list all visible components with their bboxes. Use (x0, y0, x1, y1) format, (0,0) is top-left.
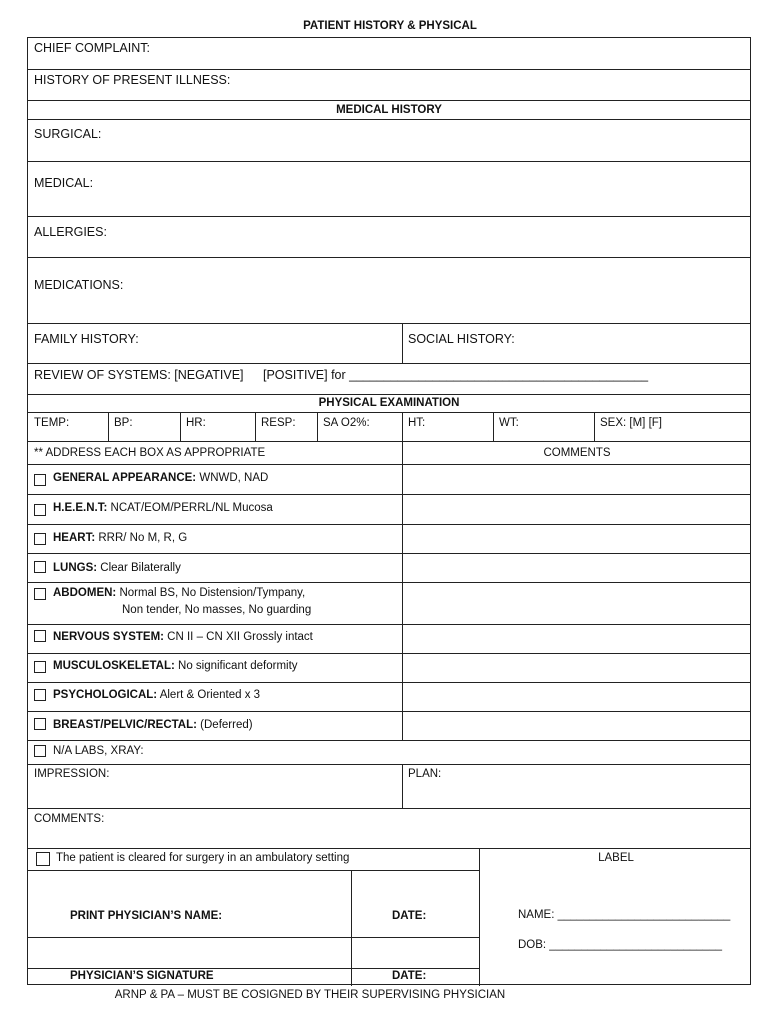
divider (493, 413, 494, 441)
surgical-label: SURGICAL: (34, 127, 102, 141)
exam-item-abdomen (28, 583, 750, 625)
nervous-system-checkbox[interactable] (34, 630, 46, 642)
divider (317, 413, 318, 441)
breast-pelvic-checkbox[interactable] (34, 718, 46, 730)
abdomen-label: ABDOMEN: Normal BS, No Distension/Tympany, (53, 587, 306, 599)
print-physician-name-label: PRINT PHYSICIAN’S NAME: (70, 910, 223, 922)
family-history-label: FAMILY HISTORY: (34, 332, 139, 346)
divider (594, 413, 595, 441)
general-appearance-label: GENERAL APPEARANCE: WNWD, NAD (53, 472, 269, 484)
dob-line[interactable]: DOB: ___________________________ (518, 939, 722, 951)
divider (351, 938, 352, 986)
labs-label: N/A LABS, XRAY: (53, 745, 144, 757)
exam-item-heent (28, 495, 750, 525)
physical-exam-header: PHYSICAL EXAMINATION (318, 397, 460, 409)
comments-label: COMMENTS: (34, 813, 105, 825)
physician-signature-label: PHYSICIAN’S SIGNATURE (70, 970, 214, 982)
vital-temp[interactable]: TEMP: (34, 417, 70, 429)
exam-item-musculoskeletal (28, 654, 750, 683)
divider (402, 765, 403, 808)
allergies-label: ALLERGIES: (34, 225, 107, 239)
social-history-label: SOCIAL HISTORY: (408, 332, 515, 346)
heart-checkbox[interactable] (34, 533, 46, 545)
positive-for-label: [POSITIVE] for ___________________________________________ (263, 368, 649, 382)
exam-item-general (28, 465, 750, 495)
cleared-row (28, 849, 479, 871)
exam-instructions-row (28, 442, 750, 465)
present-illness-row[interactable] (28, 70, 750, 101)
psychological-checkbox[interactable] (34, 689, 46, 701)
name-line[interactable]: NAME: ___________________________ (518, 909, 731, 921)
present-illness-label: HISTORY OF PRESENT ILLNESS: (34, 73, 231, 87)
musculoskeletal-checkbox[interactable] (34, 661, 46, 673)
chief-complaint-label: CHIEF COMPLAINT: (34, 41, 150, 55)
signoff-block (28, 849, 480, 986)
vital-wt[interactable]: WT: (499, 417, 519, 429)
vital-ht[interactable]: HT: (408, 417, 426, 429)
impression-label: IMPRESSION: (34, 768, 110, 780)
divider (351, 871, 352, 937)
impression-plan-row (28, 765, 750, 809)
divider (180, 413, 181, 441)
medical-history-header: MEDICAL HISTORY (336, 104, 442, 116)
divider (108, 413, 109, 441)
general-appearance-checkbox[interactable] (34, 474, 46, 486)
abdomen-checkbox[interactable] (34, 588, 46, 600)
exam-item-breast-pelvic (28, 712, 750, 741)
exam-instructions: ** ADDRESS EACH BOX AS APPROPRIATE (34, 447, 266, 459)
vitals-row (28, 413, 750, 442)
lungs-checkbox[interactable] (34, 561, 46, 573)
page-title: PATIENT HISTORY & PHYSICAL (303, 20, 477, 32)
heent-checkbox[interactable] (34, 504, 46, 516)
date-label-2: DATE: (392, 970, 427, 982)
exam-item-psychological (28, 683, 750, 712)
footer-note: ARNP & PA – MUST BE COSIGNED BY THEIR SUPERVISING PHYSICIAN (114, 989, 506, 1001)
breast-pelvic-label: BREAST/PELVIC/RECTAL: (Deferred) (53, 719, 253, 731)
family-social-row (28, 324, 750, 364)
vital-sao2[interactable]: SA O2%: (323, 417, 370, 429)
psychological-label: PSYCHOLOGICAL: Alert & Oriented x 3 (53, 689, 261, 701)
history-physical-form (27, 37, 751, 985)
vital-resp[interactable]: RESP: (261, 417, 296, 429)
cleared-label: The patient is cleared for surgery in an ambulatory setting (56, 852, 350, 864)
review-of-systems-row[interactable] (28, 364, 750, 395)
signature-line (28, 968, 479, 969)
heart-label: HEART: RRR/ No M, R, G (53, 532, 188, 544)
review-of-systems-label: REVIEW OF SYSTEMS: [NEGATIVE] (34, 368, 244, 382)
medical-history-header-row (28, 101, 750, 120)
physician-name-row (28, 871, 479, 938)
cleared-checkbox[interactable] (36, 852, 50, 866)
exam-item-nervous (28, 625, 750, 654)
allergies-row[interactable] (28, 217, 750, 258)
nervous-system-label: NERVOUS SYSTEM: CN II – CN XII Grossly intact (53, 631, 313, 643)
label-block (480, 849, 752, 986)
divider (402, 324, 403, 363)
comments-header: COMMENTS (543, 447, 611, 459)
exam-item-heart (28, 525, 750, 554)
physical-exam-header-row (28, 395, 750, 413)
vital-bp[interactable]: BP: (114, 417, 133, 429)
medications-label: MEDICATIONS: (34, 278, 124, 292)
vital-hr[interactable]: HR: (186, 417, 206, 429)
chief-complaint-row[interactable] (28, 38, 750, 70)
medical-row[interactable] (28, 162, 750, 217)
divider (402, 413, 403, 441)
lungs-label: LUNGS: Clear Bilaterally (53, 562, 181, 574)
surgical-row[interactable] (28, 120, 750, 162)
plan-label: PLAN: (408, 768, 442, 780)
divider (255, 413, 256, 441)
label-header: LABEL (598, 852, 634, 864)
exam-item-lungs (28, 554, 750, 583)
vital-sex[interactable]: SEX: [M] [F] (600, 417, 662, 429)
date-label-1: DATE: (392, 910, 427, 922)
heent-label: H.E.E.N.T: NCAT/EOM/PERRL/NL Mucosa (53, 502, 273, 514)
medical-label: MEDICAL: (34, 176, 94, 190)
abdomen-label-continued: Non tender, No masses, No guarding (122, 604, 312, 616)
labs-row (28, 741, 750, 765)
medications-row[interactable] (28, 258, 750, 324)
comments-row[interactable] (28, 809, 750, 849)
physician-signature-row (28, 938, 479, 986)
labs-checkbox[interactable] (34, 745, 46, 757)
musculoskeletal-label: MUSCULOSKELETAL: No significant deformity (53, 660, 298, 672)
